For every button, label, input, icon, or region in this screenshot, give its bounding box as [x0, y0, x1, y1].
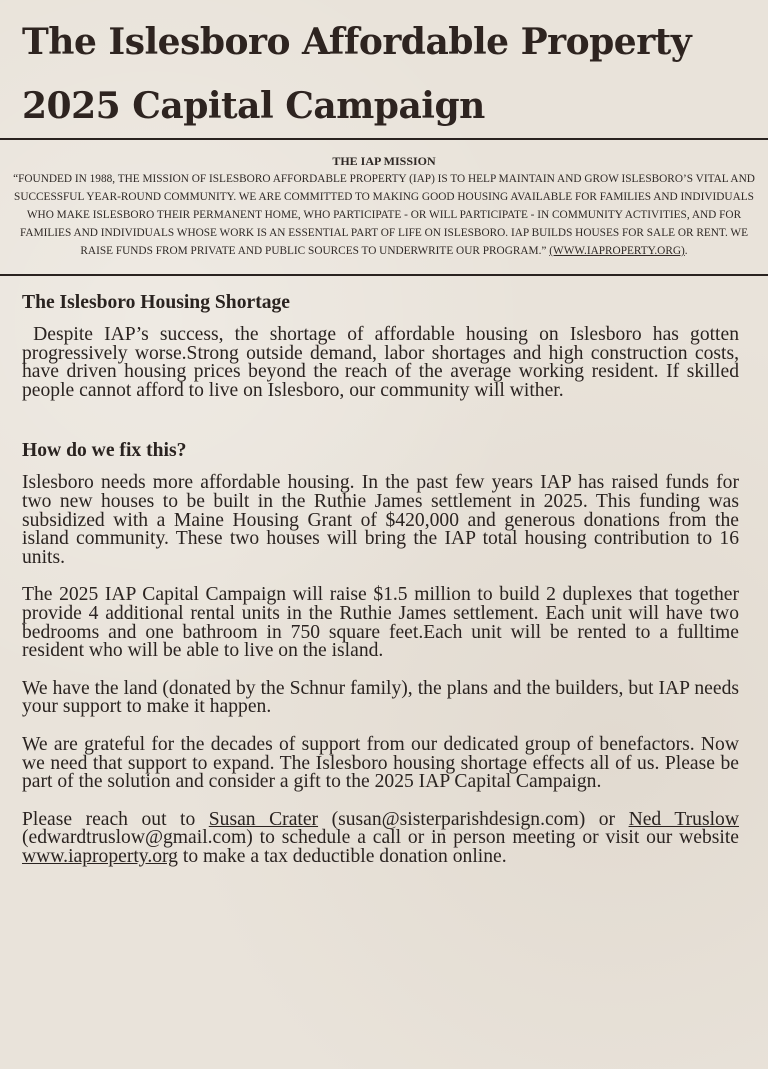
title-line-2: 2025 Capital Campaign	[22, 85, 485, 127]
mission-title: THE IAP MISSION	[332, 154, 436, 168]
mission-website-link[interactable]: (WWW.IAPROPERTY.ORG)	[549, 245, 685, 257]
header	[0, 0, 768, 138]
mission-text	[6, 170, 762, 260]
paragraph-fix-2: The 2025 IAP Capital Campaign will raise $1.5 million to build 2 duplexes that together provide 4 additional rental units in the Ruthie James settlement. Each unit will have two bedrooms and one bathroom in 750 square feet.Each unit will be rented to a fulltime resident who will be able to live on the island.	[22, 584, 739, 662]
mission-end: .	[684, 245, 688, 257]
contact-intro: Please reach out to	[22, 808, 209, 830]
section-heading-fix: How do we fix this?	[22, 440, 187, 462]
contact-outro: to make a tax deductible donation online.	[177, 845, 507, 867]
main-content	[0, 276, 768, 866]
paragraph-fix-1: Islesboro needs more affordable housing. In the past few years IAP has raised funds for two new houses to be built in the Ruthie James settlement in 2025. This funding was subsidized with a Maine Housing Grant of $420,000 and generous donations from the island community. These two houses will bring the IAP total housing contribution to 16 units.	[22, 472, 739, 568]
section-heading-shortage: The Islesboro Housing Shortage	[22, 292, 291, 313]
contact-email-1: (susan@sisterparishdesign.com) or	[318, 808, 629, 830]
contact-link-ned-truslow[interactable]: Ned Truslow	[628, 808, 739, 830]
mission-block	[0, 140, 768, 274]
title-line-1: The Islesboro Affordable Property	[22, 21, 692, 63]
paragraph-contact	[22, 808, 739, 867]
paragraph-fix-3: We have the land (donated by the Schnur family), the plans and the builders, but IAP needs your support to make it happen.	[22, 677, 739, 718]
paragraph-fix-4: We are grateful for the decades of support from our dedicated group of benefactors. Now we need that support to expand. The Islesboro housing shortage effects all of us. Please be part of the solution and consider a gift to the 2025 IAP Capital Campaign.	[22, 733, 739, 793]
mission-quote: “FOUNDED IN 1988, THE MISSION OF ISLESBORO AFFORDABLE PROPERTY (IAP) IS TO HELP MAINTAIN AND GROW ISLESBORO’S VITAL AND SUCCESSFUL YEAR-ROUND COMMUNITY. WE ARE COMMITTED TO MAKING GOOD HOUSING AVAILABLE FOR FAMILIES AND INDIVIDUALS WHO MAKE ISLESBORO THEIR PERMANENT HOME, WHO PARTICIPATE - OR WILL PARTICIPATE - IN COMMUNITY ACTIVITIES, AND FOR FAMILIES AND INDIVIDUALS WHOSE WORK IS AN ESSENTIAL PART OF LIFE ON ISLESBORO. IAP BUILDS HOUSES FOR SALE OR RENT. WE RAISE FUNDS FROM PRIVATE AND PUBLIC SOURCES TO UNDERWRITE OUR PROGRAM.”	[13, 173, 755, 257]
contact-link-susan-crater[interactable]: Susan Crater	[208, 808, 319, 830]
website-link[interactable]: www.iaproperty.org	[22, 845, 178, 867]
contact-email-2: (edwardtruslow@gmail.com) to schedule a call or in person meeting or visit our website	[22, 827, 739, 849]
paragraph-shortage: Despite IAP’s success, the shortage of affordable housing on Islesboro has gotten progressively worse.Strong outside demand, labor shortages and high construction costs, have driven housing prices beyond the reach of the average working resident. If skilled people cannot afford to live on Islesboro, our community will wither.	[22, 324, 739, 401]
